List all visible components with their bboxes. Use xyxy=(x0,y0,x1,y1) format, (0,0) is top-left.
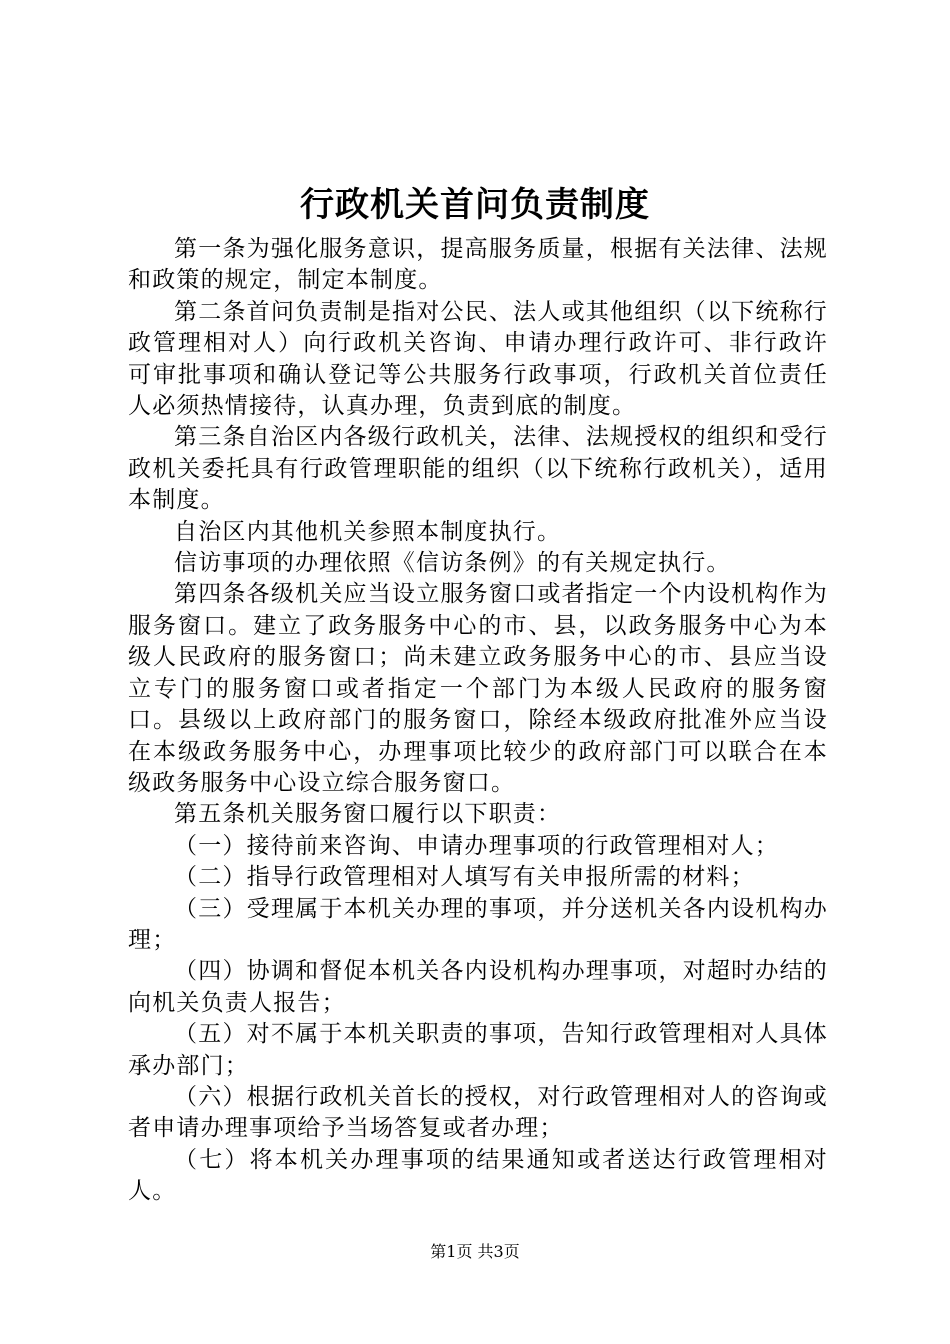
list-item-duty-6: （六）根据行政机关首长的授权，对行政管理相对人的咨询或者申请办理事项给予当场答复或者办理； xyxy=(128,1083,828,1142)
list-item-duty-2: （二）指导行政管理相对人填写有关申报所需的材料； xyxy=(174,864,755,891)
paragraph-petition: 信访事项的办理依照《信访条例》的有关规定执行。 xyxy=(174,550,731,577)
list-item-duty-1: （一）接待前来咨询、申请办理事项的行政管理相对人； xyxy=(174,832,779,859)
list-item-duty-4: （四）协调和督促本机关各内设机构办理事项，对超时办结的向机关负责人报告； xyxy=(128,958,828,1016)
list-item-duty-7: （七）将本机关办理事项的结果通知或者送达行政管理相对人。 xyxy=(128,1146,828,1205)
list-item-duty-3: （三）受理属于本机关办理的事项，并分送机关各内设机构办理； xyxy=(128,895,828,953)
page-number-footer: 第1页 共3页 xyxy=(430,1242,520,1261)
paragraph-article-1: 第一条为强化服务意识，提高服务质量，根据有关法律、法规和政策的规定，制定本制度。 xyxy=(128,236,828,294)
document-body xyxy=(128,234,828,1208)
paragraph-article-5: 第五条机关服务窗口履行以下职责： xyxy=(174,801,562,828)
paragraph-article-4: 第四条各级机关应当设立服务窗口或者指定一个内设机构作为服务窗口。建立了政务服务中心的市、县，以政务服务中心为本级人民政府的服务窗口；尚未建立政务服务中心的市、县应当设立专门的服务窗口或者指定一个部门为本级人民政府的服务窗口。县级以上政府部门的服务窗口，除经本级政府批准外应当设在本级政务服务中心，办理事项比较少的政府部门可以联合在本级政务服务中心设立综合服务窗口。 xyxy=(128,581,828,796)
list-item-duty-5: （五）对不属于本机关职责的事项，告知行政管理相对人具体承办部门； xyxy=(128,1021,828,1079)
paragraph-other-organs: 自治区内其他机关参照本制度执行。 xyxy=(174,518,562,545)
paragraph-article-2: 第二条首问负责制是指对公民、法人或其他组织（以下统称行政管理相对人）向行政机关咨询、申请办理行政许可、非行政许可审批事项和确认登记等公共服务行政事项，行政机关首位责任人必须热情接待，认真办理，负责到底的制度。 xyxy=(128,298,828,420)
paragraph-article-3: 第三条自治区内各级行政机关，法律、法规授权的组织和受行政机关委托具有行政管理职能的组织（以下统称行政机关），适用本制度。 xyxy=(128,424,828,514)
document-title: 行政机关首问负责制度 xyxy=(300,185,650,225)
